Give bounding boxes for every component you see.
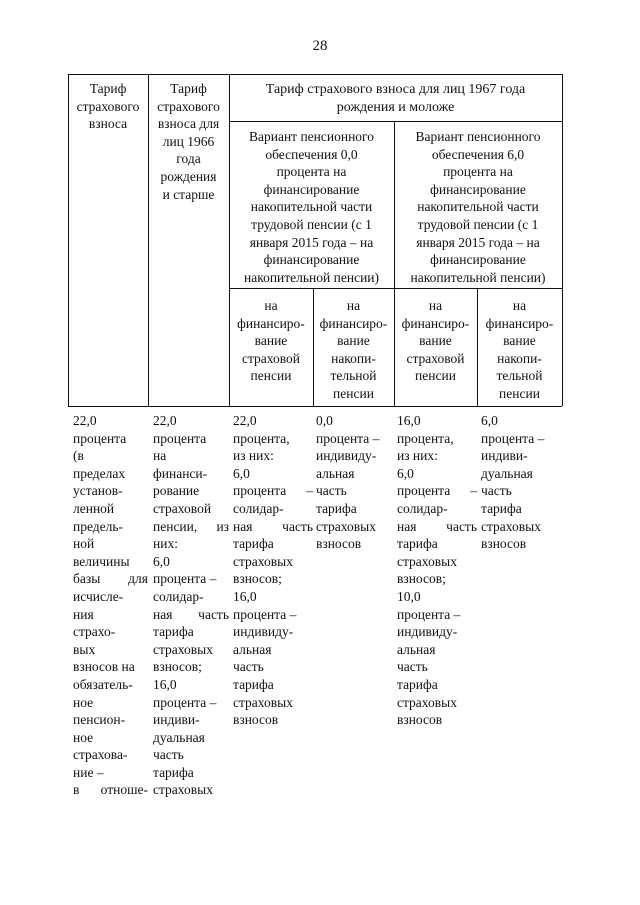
- cell-line: часть: [397, 659, 428, 675]
- cell-line: 16,0: [153, 676, 177, 692]
- cell-line: 22,0: [153, 413, 177, 428]
- cell-line: 16,0: [397, 413, 421, 428]
- cell-line: индиви-: [481, 448, 528, 464]
- cell-line: накопительной части: [250, 199, 373, 215]
- cell-line: финанси-: [153, 465, 208, 481]
- cell-line: накопительной пенсии): [410, 269, 546, 285]
- cell-line: страховой: [153, 500, 212, 516]
- cell-line: накопи-: [497, 350, 542, 366]
- cell-line: финансиро-: [485, 315, 554, 331]
- cell-line: взносов;: [153, 659, 202, 675]
- cell-line: обеспечения 6,0: [431, 146, 525, 162]
- subheader-funded-a: [313, 297, 394, 403]
- cell-line: (в: [73, 448, 84, 464]
- cell-line: пенсион-: [73, 712, 126, 728]
- cell-word: часть: [282, 518, 313, 534]
- cell-line: Тариф: [170, 81, 207, 96]
- cell-line: [73, 781, 148, 799]
- cell-word: –: [306, 483, 313, 499]
- cell-line: взносов: [316, 536, 362, 552]
- cell-line: пенсии: [415, 368, 456, 384]
- cell-line: альная: [233, 641, 272, 657]
- cell-word: ная: [397, 518, 417, 534]
- cell-line: вание: [254, 333, 288, 349]
- cell-line: ние –: [73, 764, 104, 780]
- cell-line: солидар-: [397, 500, 448, 516]
- cell-line: часть: [233, 659, 264, 675]
- subheader-funded-b: [477, 297, 562, 403]
- cell-line: января 2015 года – на: [249, 234, 374, 250]
- cell-line: пенсии: [499, 385, 540, 401]
- cell-line: процента –: [481, 430, 545, 446]
- cell-line: страхо-: [73, 624, 116, 640]
- cell-line: января 2015 года – на: [416, 234, 540, 250]
- cell-line: из них:: [233, 448, 274, 464]
- page-number: 28: [312, 38, 328, 54]
- body-cell-funded-b: [481, 412, 562, 553]
- cell-line: дуальная: [481, 465, 533, 481]
- cell-line: страховой: [406, 350, 465, 366]
- cell-line: [73, 570, 148, 588]
- cell-line: 6,0: [397, 465, 414, 481]
- cell-line: обеспечения 0,0: [265, 146, 358, 162]
- cell-line: тарифа: [316, 500, 357, 516]
- cell-word: в: [73, 782, 80, 798]
- cell-line: дуальная: [153, 729, 205, 745]
- cell-line: Тариф страхового взноса для лиц 1967 года: [265, 82, 526, 97]
- cell-line: предель-: [73, 518, 124, 534]
- table-right-border: [562, 74, 563, 406]
- cell-line: установ-: [73, 483, 123, 499]
- header-bottom-border: [68, 406, 562, 407]
- cell-line: взносов на: [73, 659, 135, 675]
- cell-line: ное: [73, 694, 94, 710]
- cell-line: [397, 518, 477, 536]
- cell-line: тельной: [330, 368, 377, 384]
- cell-line: финансиро-: [319, 315, 388, 331]
- cell-line: финансирование: [430, 181, 526, 197]
- cell-line: на: [153, 448, 167, 464]
- body-cell-funded-a: [316, 412, 394, 553]
- cell-line: финансиро-: [237, 315, 305, 331]
- cell-line: [397, 482, 477, 500]
- cell-line: альная: [397, 641, 436, 657]
- cell-line: альная: [316, 465, 355, 481]
- cell-line: процента –: [397, 606, 461, 622]
- cell-word: процента: [233, 483, 287, 499]
- cell-line: страховых: [316, 518, 376, 534]
- cell-line: пределах: [73, 465, 126, 481]
- cell-line: 22,0: [233, 413, 257, 428]
- cell-word: пенсии,: [153, 518, 198, 534]
- header-tariff: [68, 80, 148, 133]
- cell-word: отноше-: [100, 782, 148, 798]
- cell-line: рождения: [160, 168, 217, 184]
- cell-line: процента на: [443, 164, 513, 180]
- cell-line: страховых: [397, 553, 457, 569]
- cell-line: тарифа: [233, 676, 274, 692]
- cell-line: страховых: [233, 553, 293, 569]
- body-cell-tariff: [73, 412, 148, 799]
- cell-line: обязатель-: [73, 676, 133, 692]
- cell-line: страховых: [233, 694, 293, 710]
- cell-line: процента –: [316, 430, 380, 446]
- cell-line: пенсии: [333, 385, 374, 401]
- cell-line: накопи-: [331, 350, 376, 366]
- cell-line: процента –: [233, 606, 297, 622]
- cell-line: величины: [73, 553, 130, 569]
- cell-line: взносов;: [397, 571, 446, 587]
- table-top-border: [68, 74, 562, 75]
- variant-border: [229, 288, 562, 289]
- cell-line: Вариант пенсионного: [248, 129, 375, 144]
- cell-line: ленной: [73, 500, 115, 516]
- cell-line: солидар-: [233, 500, 284, 516]
- cell-line: ное: [73, 729, 94, 745]
- cell-word: ная: [233, 518, 253, 534]
- cell-line: взноса: [88, 116, 128, 132]
- subheader-insurance-b: [394, 297, 477, 385]
- cell-line: вание: [337, 333, 370, 349]
- cell-line: тарифа: [397, 536, 438, 552]
- cell-word: часть: [446, 518, 477, 534]
- body-cell-insurance-a: [233, 412, 313, 729]
- cell-line: процента,: [397, 430, 454, 446]
- cell-line: финансирование: [263, 252, 360, 268]
- cell-line: [233, 482, 313, 500]
- cell-line: года: [176, 151, 201, 167]
- cell-line: часть: [481, 483, 512, 499]
- cell-line: 10,0: [397, 588, 421, 604]
- subheader-insurance-a: [229, 297, 313, 385]
- cell-line: на: [512, 298, 527, 313]
- cell-line: ной: [73, 536, 95, 552]
- cell-line: индиви-: [153, 712, 200, 728]
- cell-line: страховых: [153, 641, 213, 657]
- cell-line: процента на: [276, 164, 347, 180]
- cell-line: тарифа: [233, 536, 274, 552]
- cell-line: взноса для: [157, 116, 220, 132]
- cell-line: взносов: [481, 536, 527, 552]
- cell-line: Вариант пенсионного: [415, 129, 541, 144]
- header-variant-6: [394, 128, 562, 286]
- cell-line: часть: [316, 483, 347, 499]
- cell-line: тарифа: [481, 500, 522, 516]
- cell-line: лиц 1966: [162, 133, 215, 149]
- header-group-1967: [229, 81, 562, 116]
- cell-line: [233, 518, 313, 536]
- cell-word: ная: [153, 606, 173, 622]
- cell-line: из них:: [397, 448, 438, 464]
- cell-line: тельной: [496, 368, 543, 384]
- cell-line: 16,0: [233, 588, 257, 604]
- cell-line: страховой: [241, 350, 301, 366]
- cell-line: страховых: [153, 782, 213, 798]
- cell-line: финансиро-: [401, 315, 470, 331]
- cell-line: тарифа: [153, 764, 194, 780]
- cell-line: 0,0: [316, 413, 333, 428]
- cell-word: процента: [397, 483, 451, 499]
- cell-line: страхового: [157, 98, 220, 114]
- cell-line: на: [428, 298, 443, 313]
- cell-line: вание: [419, 333, 452, 349]
- cell-line: ния: [73, 606, 94, 622]
- cell-line: страхова-: [73, 747, 128, 763]
- cell-line: рождения и моложе: [336, 99, 455, 115]
- cell-line: на: [346, 298, 361, 313]
- cell-word: для: [128, 571, 148, 587]
- cell-line: вых: [73, 641, 96, 657]
- cell-line: пенсии: [250, 368, 292, 384]
- cell-line: [153, 518, 229, 536]
- body-cell-tariff-1966: [153, 412, 229, 799]
- cell-line: 6,0: [153, 553, 170, 569]
- cell-line: рование: [153, 483, 200, 499]
- cell-line: тарифа: [397, 676, 438, 692]
- cell-line: индивиду-: [316, 448, 377, 464]
- cell-line: Тариф: [89, 81, 127, 96]
- cell-line: трудовой пенсии (с 1: [251, 216, 372, 232]
- cell-word: из: [216, 518, 229, 534]
- cell-line: накопительной части: [417, 199, 539, 215]
- cell-line: вание: [503, 333, 536, 349]
- cell-line: на: [264, 298, 278, 313]
- cell-line: финансирование: [263, 181, 360, 197]
- cell-line: страховых: [397, 694, 457, 710]
- cell-line: страхового: [76, 98, 140, 114]
- cell-line: [153, 606, 229, 624]
- cell-line: часть: [153, 747, 184, 763]
- cell-word: –: [470, 483, 477, 499]
- cell-line: и старше: [162, 186, 215, 202]
- cell-line: 6,0: [481, 413, 498, 428]
- header-tariff-1966: [148, 80, 229, 203]
- body-cell-insurance-b: [397, 412, 477, 729]
- cell-line: процента: [153, 430, 207, 446]
- cell-line: процента,: [233, 430, 290, 446]
- cell-line: индивиду-: [233, 624, 294, 640]
- cell-line: процента: [73, 430, 127, 446]
- cell-word: часть: [198, 606, 229, 622]
- cell-line: процента –: [153, 694, 217, 710]
- cell-line: солидар-: [153, 588, 204, 604]
- cell-line: страховых: [481, 518, 541, 534]
- cell-line: трудовой пенсии (с 1: [417, 216, 539, 232]
- cell-line: 6,0: [233, 465, 250, 481]
- cell-line: взносов: [397, 712, 443, 728]
- group-title-border: [229, 121, 562, 122]
- cell-line: накопительной пенсии): [243, 269, 380, 285]
- cell-line: исчисле-: [73, 588, 124, 604]
- header-variant-0: [229, 128, 394, 286]
- cell-line: взносов: [233, 712, 279, 728]
- cell-line: них:: [153, 536, 178, 552]
- cell-line: процента –: [153, 571, 217, 587]
- cell-line: финансирование: [430, 252, 526, 268]
- cell-line: 22,0: [73, 413, 97, 428]
- cell-line: индивиду-: [397, 624, 458, 640]
- cell-line: тарифа: [153, 624, 194, 640]
- cell-line: взносов;: [233, 571, 282, 587]
- cell-word: базы: [73, 571, 101, 587]
